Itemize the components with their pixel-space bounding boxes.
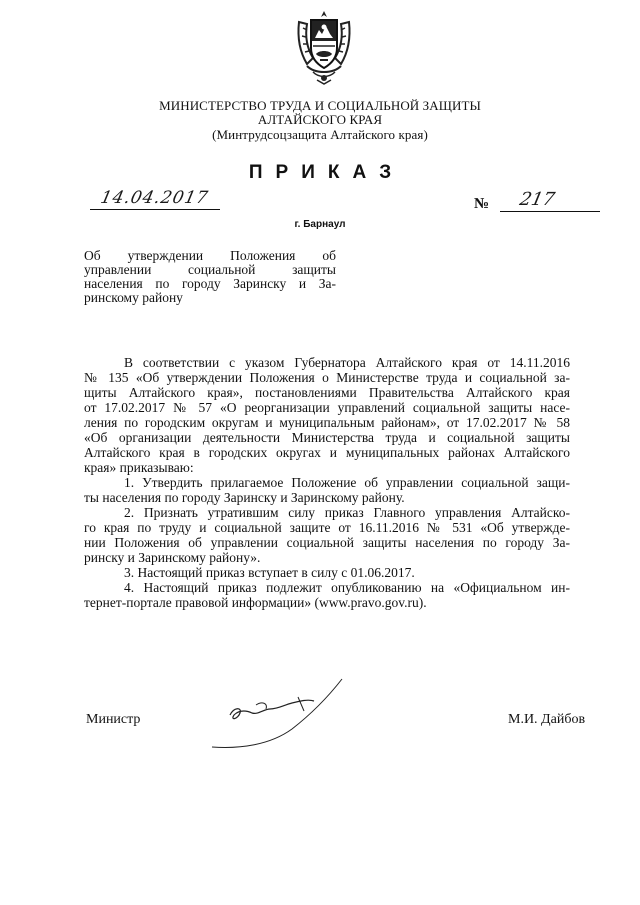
subject-line: Об утверждении Положения об [84, 248, 336, 263]
document-city: г. Барнаул [294, 219, 346, 230]
coat-of-arms-icon [293, 8, 355, 86]
body-line: 2. Признать утратившим силу приказ Главного управления Алтайско- [124, 505, 570, 520]
document-title: ПРИКАЗ [248, 162, 405, 183]
body-line: го края по труду и социальной защите от 16.11.2016 № 531 «Об утвержде- [84, 520, 570, 535]
body-line: № 135 «Об утверждении Положения о Министерстве труда и социальной за- [84, 370, 570, 385]
body-line: края» приказываю: [84, 460, 194, 475]
body-line: 1. Утвердить прилагаемое Положение об управлении социальной защи- [124, 475, 570, 490]
signatory-position: Министр [86, 712, 141, 727]
signatory-name: М.И. Дайбов [508, 712, 586, 727]
body-line: нии Положения об управлении социальной защиты населения по городу За- [84, 535, 570, 550]
subject-line: управлении социальной защиты [84, 262, 336, 277]
date-underline [90, 209, 220, 210]
subject-line: населения по городу Заринску и За- [84, 276, 336, 291]
body-line: В соответствии с указом Губернатора Алтайского края от 14.11.2016 [124, 355, 570, 370]
body-line: 3. Настоящий приказ вступает в силу с 01.06.2017. [124, 565, 415, 580]
body-line: щиты Алтайского края», постановлениями Правительства Алтайского края [84, 385, 570, 400]
number-underline [500, 211, 600, 212]
document-body [84, 355, 570, 610]
body-line: ления по городским округам и муниципальным районам», от 17.02.2017 № 58 [84, 415, 570, 430]
document-subject [84, 249, 336, 305]
subject-line: ринскому району [84, 290, 183, 305]
body-line: тернет-портале правовой информации» (www.pravo.gov.ru). [84, 595, 427, 610]
body-line: от 17.02.2017 № 57 «О реорганизации управлений социальной защиты насе- [84, 400, 570, 415]
body-line: ты населения по городу Заринску и Заринскому району. [84, 490, 405, 505]
number-label: № [474, 196, 490, 212]
body-line: 4. Настоящий приказ подлежит опубликованию на «Официальном ин- [124, 580, 570, 595]
body-line: Алтайского края в городских округах и муниципальных районах Алтайского [84, 445, 570, 460]
body-line: «Об организации деятельности Министерства труда и социальной защиты [84, 430, 570, 445]
organization-short-name: (Минтрудсоцзащита Алтайского края) [212, 127, 428, 142]
document-date: 14.04.2017 [98, 188, 211, 208]
body-line: ринску и Заринскому району». [84, 550, 261, 565]
organization-name: МИНИСТЕРСТВО ТРУДА И СОЦИАЛЬНОЙ ЗАЩИТЫ [159, 98, 481, 113]
organization-region: АЛТАЙСКОГО КРАЯ [257, 112, 383, 127]
document-number: 217 [517, 189, 557, 210]
handwritten-signature-icon [200, 675, 350, 750]
